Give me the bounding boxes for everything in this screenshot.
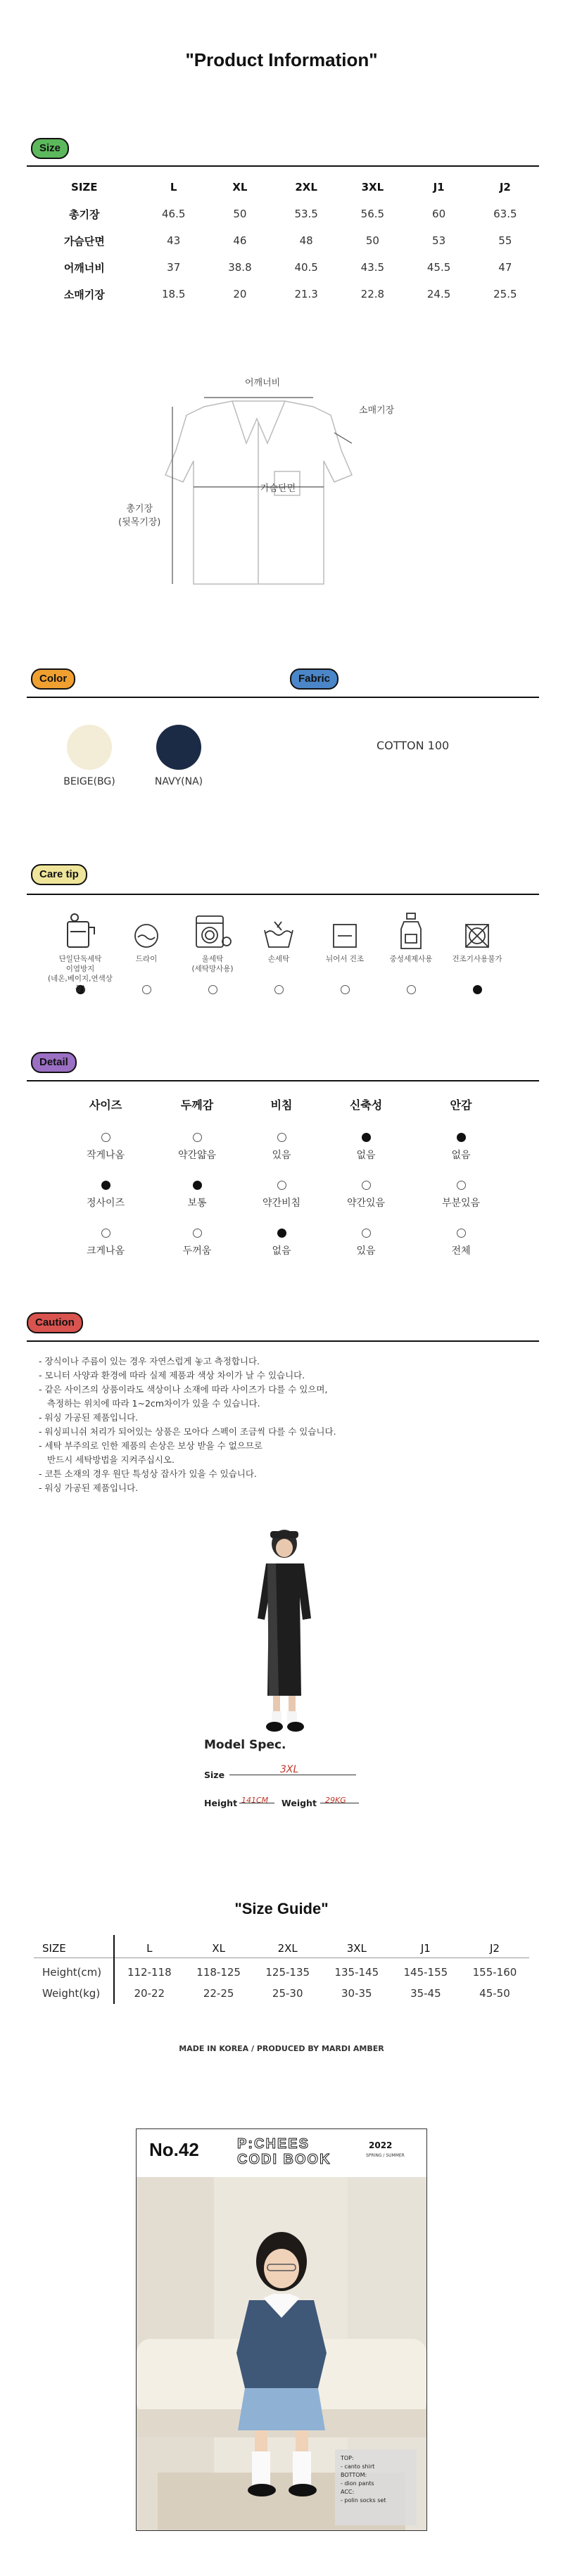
divider [27, 165, 539, 167]
hand-wash-icon [63, 911, 97, 950]
cell: 30-35 [341, 1987, 372, 2000]
model-photo [239, 1527, 331, 1738]
detail-option: 정사이즈 [86, 1198, 125, 1209]
detail-option: 전체 [451, 1245, 471, 1257]
cell: 38.8 [228, 261, 252, 274]
care-indicator [208, 985, 217, 994]
color-swatch-navy [156, 725, 201, 770]
cell: 43 [167, 234, 181, 247]
detail-indicator [362, 1181, 371, 1190]
cell: 18.5 [162, 288, 186, 300]
color-swatch-beige [67, 725, 112, 770]
detail-indicator [193, 1133, 202, 1142]
table-row [28, 227, 538, 254]
size-guide-title: "Size Guide" [234, 1900, 329, 1917]
color-badge: Color [31, 668, 75, 690]
cell: 53.5 [294, 208, 318, 220]
detail-header: 신축성 [349, 1098, 383, 1112]
detail-indicator [101, 1229, 110, 1238]
model-height-value: 141CM [241, 1796, 269, 1805]
divider [27, 1340, 539, 1342]
cell: 22.8 [360, 288, 385, 300]
care-item [177, 908, 248, 994]
care-item [442, 908, 512, 994]
size-header: J1 [433, 181, 445, 193]
row-label: Height(cm) [34, 1962, 114, 1983]
cell: 46.5 [162, 208, 186, 220]
row-label: Weight(kg) [34, 1983, 114, 2004]
note-item: - polin socks set [341, 2497, 386, 2504]
color-name: NAVY(NA) [154, 776, 203, 787]
codi-book-title1: P:CHEES [237, 2136, 310, 2152]
detail-header: 안감 [450, 1098, 472, 1112]
cell: 43.5 [360, 261, 385, 274]
detail-option: 약간얇음 [177, 1150, 217, 1161]
model-size-value: 3XL [280, 1764, 299, 1775]
guide-header: SIZE [34, 1935, 114, 1962]
note-item: - dion pants [341, 2480, 374, 2487]
detail-option: 크게나옴 [86, 1245, 125, 1257]
note-item: - canto shirt [341, 2463, 375, 2470]
model-weight-label: Weight [282, 1798, 317, 1808]
flat-dry-icon [331, 922, 359, 950]
care-indicator [407, 985, 416, 994]
cell: 35-45 [410, 1987, 441, 2000]
care-badge: Care tip [31, 864, 87, 885]
detail-option: 없음 [272, 1245, 291, 1257]
caution-line: - 모니터 사양과 환경에 따라 실제 제품과 색상 차이가 날 수 있습니다. [39, 1370, 305, 1381]
washing-machine-icon [194, 913, 232, 950]
codi-book-number: No.42 [149, 2139, 199, 2160]
detail-option: 부분있음 [441, 1198, 481, 1209]
codi-book-card [136, 2128, 427, 2531]
detail-badge: Detail [31, 1052, 77, 1073]
size-guide-table [34, 1935, 529, 2004]
cell: 53 [432, 234, 446, 247]
guide-header: 2XL [277, 1942, 298, 1955]
cell: 135-145 [334, 1966, 379, 1979]
cell: 25.5 [493, 288, 517, 300]
caution-line: - 워싱피니쉬 처리가 되어있는 상품은 모아다 스펙이 조금씩 다를 수 있습니다. [39, 1426, 336, 1437]
cell: 24.5 [426, 288, 451, 300]
shirt-outline-icon [165, 401, 352, 584]
detail-column-stretch [327, 1096, 405, 1276]
detail-option: 작게나옴 [86, 1150, 125, 1161]
row-label: 어깨너비 [63, 261, 105, 274]
detail-indicator [277, 1229, 286, 1238]
size-badge: Size [31, 138, 69, 159]
caution-line: - 같은 사이즈의 상품이라도 색상이나 소재에 따라 사이즈가 다를 수 있으며, [39, 1384, 328, 1395]
care-label: 뉘어서 건조 [325, 955, 365, 963]
care-label: 중성세제사용 [389, 955, 433, 963]
care-label: 손세탁 [267, 955, 290, 963]
table-row [34, 1962, 529, 1983]
caution-line: 반드시 세탁방법을 지켜주십시오. [39, 1454, 175, 1465]
cell: 125-135 [265, 1966, 310, 1979]
care-item [111, 908, 182, 994]
note-label: ACC: [341, 2489, 355, 2495]
detail-header: 사이즈 [89, 1098, 122, 1112]
model-size-label: Size [204, 1770, 225, 1780]
divider [27, 697, 539, 698]
caution-badge: Caution [27, 1312, 83, 1333]
care-label: 단일단독세탁 이염방지 (네온,베이지,연색상 등) [48, 955, 113, 993]
caution-line: - 장식이나 주름이 있는 경우 자연스럽게 놓고 측정합니다. [39, 1356, 260, 1366]
detail-indicator [193, 1229, 202, 1238]
footer-text: MADE IN KOREA / PRODUCED BY MARDI AMBER [179, 2044, 384, 2053]
guide-header: J2 [489, 1942, 500, 1955]
row-label: 소매기장 [63, 288, 105, 301]
care-indicator [142, 985, 151, 994]
cell: 47 [498, 261, 512, 274]
color-name: BEIGE(BG) [63, 776, 115, 787]
cell: 45.5 [426, 261, 451, 274]
size-table [28, 174, 538, 307]
fabric-badge: Fabric [290, 668, 339, 690]
detail-indicator [362, 1133, 371, 1142]
table-row [28, 254, 538, 281]
cell: 25-30 [272, 1987, 303, 2000]
detail-option: 있음 [272, 1150, 291, 1161]
detail-indicator [362, 1229, 371, 1238]
table-row [34, 1983, 529, 2004]
caution-line: - 코튼 소재의 경우 원단 특성상 잡사가 있을 수 있습니다. [39, 1468, 257, 1479]
size-header: 3XL [361, 181, 384, 193]
size-header: XL [232, 181, 248, 193]
detail-header: 비침 [270, 1098, 293, 1112]
detail-column-lining [422, 1096, 500, 1276]
detail-column-thickness [158, 1096, 236, 1276]
cell: 55 [498, 234, 512, 247]
detail-indicator [457, 1181, 466, 1190]
detail-indicator [457, 1229, 466, 1238]
cell: 118-125 [196, 1966, 241, 1979]
detail-option: 없음 [451, 1150, 471, 1161]
caution-line: - 워싱 가공된 제품입니다. [39, 1412, 139, 1423]
guide-header: J1 [420, 1942, 431, 1955]
cell: 50 [233, 208, 247, 220]
codi-book-title2: CODI BOOK [237, 2152, 331, 2167]
size-header: J2 [499, 181, 511, 193]
hand-wash-basin-icon [262, 919, 296, 950]
detail-option: 보통 [187, 1198, 207, 1209]
guide-header: L [146, 1942, 153, 1955]
cell: 37 [167, 261, 181, 274]
size-header: L [170, 181, 177, 193]
care-item [310, 908, 380, 994]
cell: 40.5 [294, 261, 318, 274]
size-header: 2XL [295, 181, 317, 193]
cell: 63.5 [493, 208, 517, 220]
caution-line: - 세탁 부주의로 인한 제품의 손상은 보상 받을 수 없으므로 [39, 1440, 262, 1451]
cell: 48 [299, 234, 313, 247]
detail-option: 약간있음 [346, 1198, 386, 1209]
caution-list [39, 1354, 531, 1495]
care-indicator [473, 985, 482, 994]
care-label: 드라이 [135, 955, 158, 963]
detail-indicator [193, 1181, 202, 1190]
care-item [45, 908, 115, 994]
care-item [376, 908, 446, 994]
divider [27, 894, 539, 895]
detail-indicator [277, 1181, 286, 1190]
care-indicator [274, 985, 284, 994]
detail-column-sheerness [243, 1096, 320, 1276]
detail-indicator [101, 1133, 110, 1142]
cell: 22-25 [203, 1987, 234, 2000]
care-indicator [341, 985, 350, 994]
detail-option: 두꺼움 [182, 1245, 212, 1257]
fabric-text: COTTON 100 [377, 739, 450, 752]
cell: 45-50 [479, 1987, 510, 2000]
care-label: 울세탁 (세탁망사용) [191, 955, 234, 973]
cell: 21.3 [294, 288, 318, 300]
cell: 50 [365, 234, 379, 247]
cell: 56.5 [360, 208, 385, 220]
cell: 20-22 [134, 1987, 165, 2000]
detail-option: 약간비침 [262, 1198, 301, 1209]
row-label: 가슴단면 [63, 234, 105, 248]
divider [27, 1080, 539, 1081]
model-height-label: Height [204, 1798, 238, 1808]
caution-line: - 워싱 가공된 제품입니다. [39, 1483, 139, 1493]
care-label: 건조기사용불가 [452, 955, 502, 963]
detail-header: 두께감 [180, 1098, 214, 1112]
page-title: "Product Information" [185, 49, 378, 70]
guide-header: XL [212, 1942, 225, 1955]
model-spec-title: Model Spec. [204, 1738, 286, 1752]
size-header: SIZE [71, 181, 98, 193]
detail-indicator [277, 1133, 286, 1142]
cell: 145-155 [403, 1966, 448, 1979]
detail-option: 없음 [356, 1150, 376, 1161]
cell: 46 [233, 234, 247, 247]
detail-option: 있음 [356, 1245, 376, 1257]
no-tumble-dry-icon [463, 922, 491, 950]
codi-book-notes-text [341, 2454, 386, 2505]
detail-indicator [457, 1133, 466, 1142]
sleeve-label: 소매기장 [359, 405, 395, 416]
shoulder-label: 어깨너비 [245, 378, 281, 388]
cell: 20 [233, 288, 247, 300]
note-label: BOTTOM: [341, 2472, 367, 2478]
guide-header: 3XL [346, 1942, 367, 1955]
note-label: TOP: [341, 2455, 354, 2461]
dry-clean-icon [132, 922, 160, 950]
codi-book-season: SPRING / SUMMER [366, 2153, 405, 2158]
cell: 155-160 [472, 1966, 517, 1979]
table-row [28, 281, 538, 307]
cell: 60 [432, 208, 446, 220]
table-row [28, 201, 538, 227]
cell: 112-118 [127, 1966, 172, 1979]
detail-indicator [101, 1181, 110, 1190]
care-item [243, 908, 314, 994]
chest-label: 가슴단면 [260, 483, 296, 494]
codi-book-year: 2022 [369, 2140, 393, 2150]
detergent-icon [398, 912, 424, 950]
detail-column-size [67, 1096, 144, 1276]
row-label: 총기장 [69, 208, 100, 221]
caution-line: 측정하는 위치에 따라 1~2cm차이가 있을 수 있습니다. [39, 1398, 260, 1409]
model-weight-value: 29KG [325, 1796, 346, 1805]
length-label: 총기장 (뒷목기장) [118, 504, 161, 528]
